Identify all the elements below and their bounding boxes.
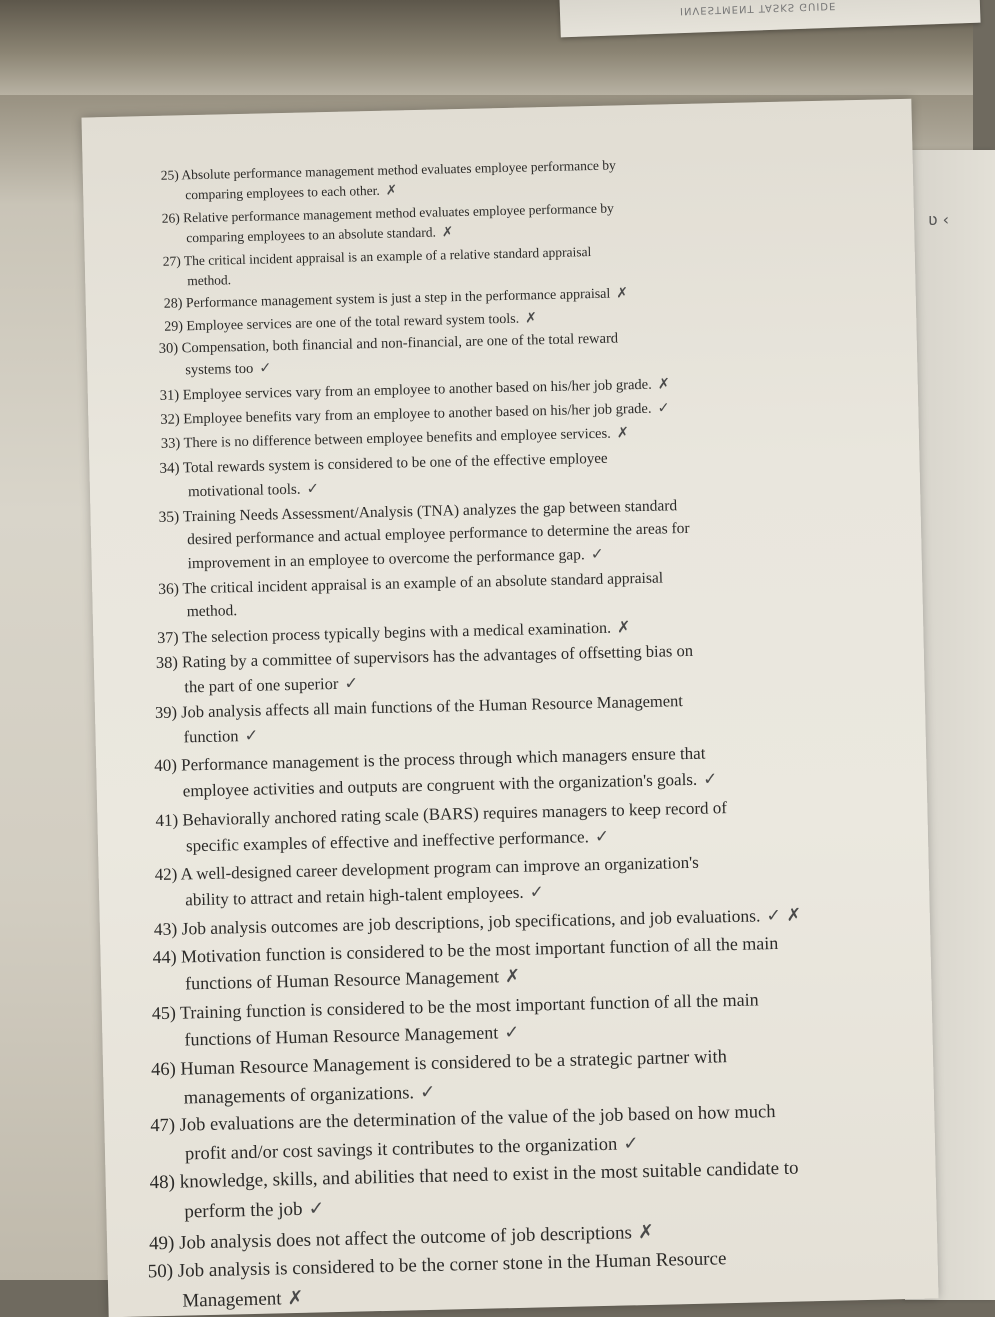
answer-mark: ✓ ✗ xyxy=(766,905,802,927)
question-text-continued: systems too ✓ xyxy=(185,360,272,379)
question-text: 47) Job evaluations are the determination of the value of the job based on how much xyxy=(150,1102,776,1137)
question-item xyxy=(155,689,684,750)
question-text: 45) Training function is considered to be the most important function of all the main xyxy=(151,989,759,1024)
question-text-continued: method. xyxy=(187,272,232,289)
answer-mark: ✓ xyxy=(657,400,670,417)
question-text-continued: managements of organizations. ✓ xyxy=(183,1081,436,1109)
question-text: 46) Human Resource Management is considered to be a strategic partner with xyxy=(150,1047,728,1081)
question-text: 39) Job analysis affects all main functions of the Human Resource Management xyxy=(154,691,684,723)
answer-mark: ✗ xyxy=(504,965,521,988)
answer-mark: ✗ xyxy=(616,425,630,442)
question-item xyxy=(162,199,615,250)
question-text-continued: employee activities and outputs are congruent with the organization's goals. ✓ xyxy=(182,768,718,800)
question-list xyxy=(81,99,938,1317)
answer-mark: ✗ xyxy=(616,617,631,637)
question-text: 31) Employee services vary from an employee to another based on his/her job grade. ✗ xyxy=(159,376,671,404)
question-text-continued: motivational tools. ✓ xyxy=(187,478,320,500)
question-item xyxy=(161,155,617,206)
answer-mark: ✓ xyxy=(590,544,604,563)
exam-paper xyxy=(81,99,938,1317)
answer-mark: ✓ xyxy=(344,673,359,693)
question-text-continued: comparing employees to each other. ✗ xyxy=(185,182,398,203)
question-text: 40) Performance management is the process through which managers ensure that xyxy=(153,743,706,776)
question-item xyxy=(158,494,690,576)
question-text: 37) The selection process typically begins with a medical examination. ✗ xyxy=(157,617,631,647)
question-text-continued: perform the job ✓ xyxy=(184,1196,325,1223)
answer-mark: ✓ xyxy=(702,768,718,790)
question-item xyxy=(159,328,619,382)
question-text-continued: functions of Human Resource Management ✓ xyxy=(184,1021,520,1050)
answer-mark: ✗ xyxy=(385,182,398,199)
question-item xyxy=(152,986,760,1054)
answer-mark: ✓ xyxy=(308,1196,325,1220)
question-text: 25) Absolute performance management method evaluates employee performance by xyxy=(160,157,616,183)
question-text-continued: Management ✗ xyxy=(182,1286,304,1312)
answer-mark: ✓ xyxy=(529,881,545,903)
background-sheet-text: INVESTMENT TASKS GUIDE xyxy=(679,0,837,17)
question-text-continued: improvement in an employee to overcome the performance gap. ✓ xyxy=(187,544,604,572)
question-text: 36) The critical incident appraisal is an example of an absolute standard appraisal xyxy=(158,569,664,598)
question-item xyxy=(147,1245,727,1316)
question-text: 29) Employee services are one of the total reward system tools. ✗ xyxy=(164,310,538,335)
answer-mark: ✓ xyxy=(504,1021,520,1044)
question-text: 33) There is no difference between employee benefits and employee services. ✗ xyxy=(160,425,630,452)
question-text-continued: method. xyxy=(186,602,238,621)
question-text: 42) A well-designed career development program can improve an organization's xyxy=(154,852,699,885)
question-text: 28) Performance management system is just a step in the performance appraisal ✗ xyxy=(163,285,629,312)
question-text: 34) Total rewards system is considered to be one of the effective employee xyxy=(159,450,608,477)
answer-mark: ✓ xyxy=(594,826,610,847)
question-text-continued: functions of Human Resource Management ✗ xyxy=(184,965,521,994)
answer-mark: ✓ xyxy=(306,478,320,498)
question-text: 44) Motivation function is considered to be the most important function of all the main xyxy=(152,932,779,968)
question-text: 41) Behaviorally anchored rating scale (BARS) requires managers to keep record of xyxy=(155,798,728,831)
question-text-continued: ability to attract and retain high-talent employees. ✓ xyxy=(185,881,545,909)
question-text-continued: the part of one superior ✓ xyxy=(184,673,359,697)
answer-mark: ✗ xyxy=(657,376,671,393)
answer-mark: ✗ xyxy=(441,224,454,241)
question-item xyxy=(154,850,699,914)
question-text: 27) The critical incident appraisal is an example of a relative standard appraisal xyxy=(162,244,592,269)
answer-mark: ✗ xyxy=(287,1286,304,1309)
answer-mark: ✗ xyxy=(637,1220,655,1244)
question-text-continued: function ✓ xyxy=(183,725,259,747)
question-text-continued: desired performance and actual employee performance to determine the areas for xyxy=(186,520,690,549)
question-text: 38) Rating by a committee of supervisors has the advantages of offsetting bias on xyxy=(155,640,694,673)
right-margin-marks: ʋ ‹ xyxy=(928,210,950,229)
question-text: 48) knowledge, skills, and abilities that need to exist in the most suitable candidate to xyxy=(149,1157,799,1194)
question-text: 43) Job analysis outcomes are job descriptions, job specifications, and job evaluations. ✓ ✗ xyxy=(153,905,802,940)
question-item xyxy=(154,740,718,805)
question-text: 30) Compensation, both financial and non-financial, are one of the total reward xyxy=(158,330,619,357)
answer-mark: ✗ xyxy=(616,285,629,302)
answer-mark: ✗ xyxy=(524,310,538,327)
answer-mark: ✓ xyxy=(419,1081,436,1103)
question-text: 50) Job analysis is considered to be the corner stone in the Human Resource xyxy=(147,1248,727,1283)
question-item xyxy=(159,448,608,504)
answer-mark: ✓ xyxy=(244,725,259,745)
question-text-continued: profit and/or cost savings it contributes to the organization ✓ xyxy=(184,1132,639,1165)
answer-mark: ✓ xyxy=(622,1132,639,1155)
question-text: 32) Employee benefits vary from an employee to another based on his/her job grade. ✓ xyxy=(160,400,670,428)
question-text: 26) Relative performance management method evaluates employee performance by xyxy=(161,200,614,226)
question-text-continued: comparing employees to an absolute standard. ✗ xyxy=(186,224,454,246)
question-text: 35) Training Needs Assessment/Analysis (TNA) analyzes the gap between standard xyxy=(158,497,678,526)
question-text-continued: specific examples of effective and ineffective performance. ✓ xyxy=(185,826,610,855)
question-text: 49) Job analysis does not affect the outcome of job descriptions ✗ xyxy=(148,1220,655,1255)
answer-mark: ✓ xyxy=(259,360,272,377)
